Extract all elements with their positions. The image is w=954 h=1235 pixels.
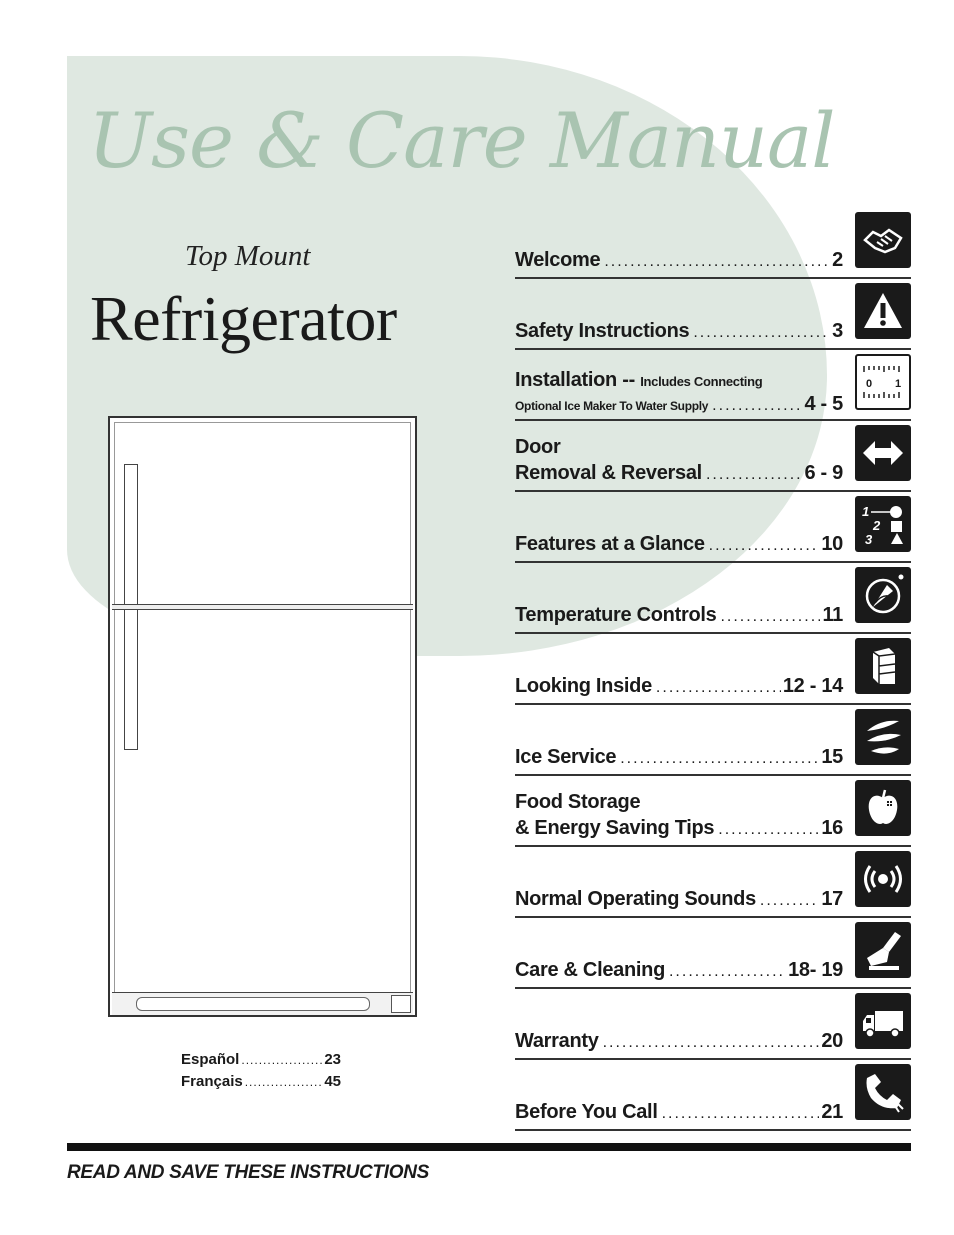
language-entry-spanish[interactable] <box>181 1051 341 1068</box>
toc-page: 6 - 9 <box>804 462 843 484</box>
telephone-icon <box>855 1064 911 1120</box>
toc-label-line2: Optional Ice Maker To Water Supply <box>515 399 709 413</box>
ice-cubes-icon <box>855 709 911 765</box>
leader-dots <box>241 1053 322 1067</box>
toc-label: Temperature Controls <box>515 604 717 626</box>
double-arrow-icon <box>855 425 911 481</box>
toc-entry-operating-sounds[interactable] <box>515 847 911 918</box>
toc-page: 11 <box>822 604 843 626</box>
shape-number-2: 2 <box>873 518 881 533</box>
toc-entry-before-you-call[interactable] <box>515 1060 911 1131</box>
toc-page: 10 <box>821 533 843 555</box>
toc-page: 21 <box>821 1101 843 1123</box>
toc-label-line2: Removal & Reversal <box>515 462 702 484</box>
toc-page: 12 - 14 <box>782 675 843 697</box>
ruler-mark-0: 0 <box>866 378 873 390</box>
grille-box <box>391 995 411 1013</box>
toc-entry-installation[interactable] <box>515 350 911 421</box>
toc-label: Features at a Glance <box>515 533 705 555</box>
toe-grille <box>112 992 413 1015</box>
toc-page: 15 <box>821 746 843 768</box>
toc-label: Normal Operating Sounds <box>515 888 756 910</box>
warning-icon <box>855 283 911 339</box>
toc-page: 16 <box>821 817 843 839</box>
language-page: 45 <box>324 1073 341 1090</box>
handshake-icon <box>855 212 911 268</box>
leader-dots <box>245 1075 323 1089</box>
shape-number-3: 3 <box>865 532 873 546</box>
toc-label-extra: Includes Connecting <box>640 374 763 389</box>
language-label: Français <box>181 1073 243 1090</box>
language-label: Español <box>181 1051 240 1068</box>
toc-entry-door[interactable] <box>515 421 911 492</box>
toc-label: Care & Cleaning <box>515 959 665 981</box>
toc-entry-features[interactable] <box>515 492 911 563</box>
toc-page: 20 <box>821 1030 843 1052</box>
refrigerator-illustration <box>108 416 417 1017</box>
toc-entry-care-cleaning[interactable] <box>515 918 911 989</box>
apple-icon <box>855 780 911 836</box>
toc-entry-warranty[interactable] <box>515 989 911 1060</box>
toc-entry-ice-service[interactable] <box>515 705 911 776</box>
toc-entry-food-storage[interactable] <box>515 776 911 847</box>
toc-label: Installation -- <box>515 369 635 391</box>
toc-page: 3 <box>832 320 843 342</box>
toc-entry-looking-inside[interactable] <box>515 634 911 705</box>
toc-page: 4 - 5 <box>804 393 843 415</box>
freezer-divider <box>112 604 413 610</box>
shelves-icon <box>855 638 911 694</box>
toc-label-line2: & Energy Saving Tips <box>515 817 715 839</box>
ruler-mark-1: 1 <box>895 378 902 390</box>
toc-page: 18- 19 <box>788 959 843 981</box>
cleaning-hand-icon <box>855 922 911 978</box>
toc-page: 2 <box>832 249 843 271</box>
toc-entry-temperature[interactable] <box>515 563 911 634</box>
toc-label: Before You Call <box>515 1101 658 1123</box>
toc-entry-safety[interactable] <box>515 279 911 350</box>
ruler-icon <box>855 354 911 410</box>
shape-number-1: 1 <box>862 504 870 519</box>
footer-notice: READ AND SAVE THESE INSTRUCTIONS <box>67 1162 429 1183</box>
toc-label: Safety Instructions <box>515 320 690 342</box>
language-page: 23 <box>324 1051 341 1068</box>
toc-entry-welcome[interactable] <box>515 208 911 279</box>
language-entry-french[interactable] <box>181 1073 341 1090</box>
toc-label: Looking Inside <box>515 675 652 697</box>
toc-label: Door <box>515 436 561 458</box>
service-truck-icon <box>855 993 911 1049</box>
toc-label: Food Storage <box>515 791 641 813</box>
manual-title: Use & Care Manual <box>88 96 835 185</box>
toc-label: Ice Service <box>515 746 617 768</box>
toc-label: Welcome <box>515 249 601 271</box>
thermostat-dial-icon <box>855 567 911 623</box>
toc-label: Warranty <box>515 1030 599 1052</box>
numbered-shapes-icon <box>855 496 911 552</box>
sound-waves-icon <box>855 851 911 907</box>
product-subtitle: Top Mount <box>185 240 311 272</box>
bottom-rule <box>67 1143 911 1151</box>
product-name: Refrigerator <box>90 283 397 354</box>
toc-page: 17 <box>821 888 843 910</box>
grille-slot <box>136 997 370 1011</box>
